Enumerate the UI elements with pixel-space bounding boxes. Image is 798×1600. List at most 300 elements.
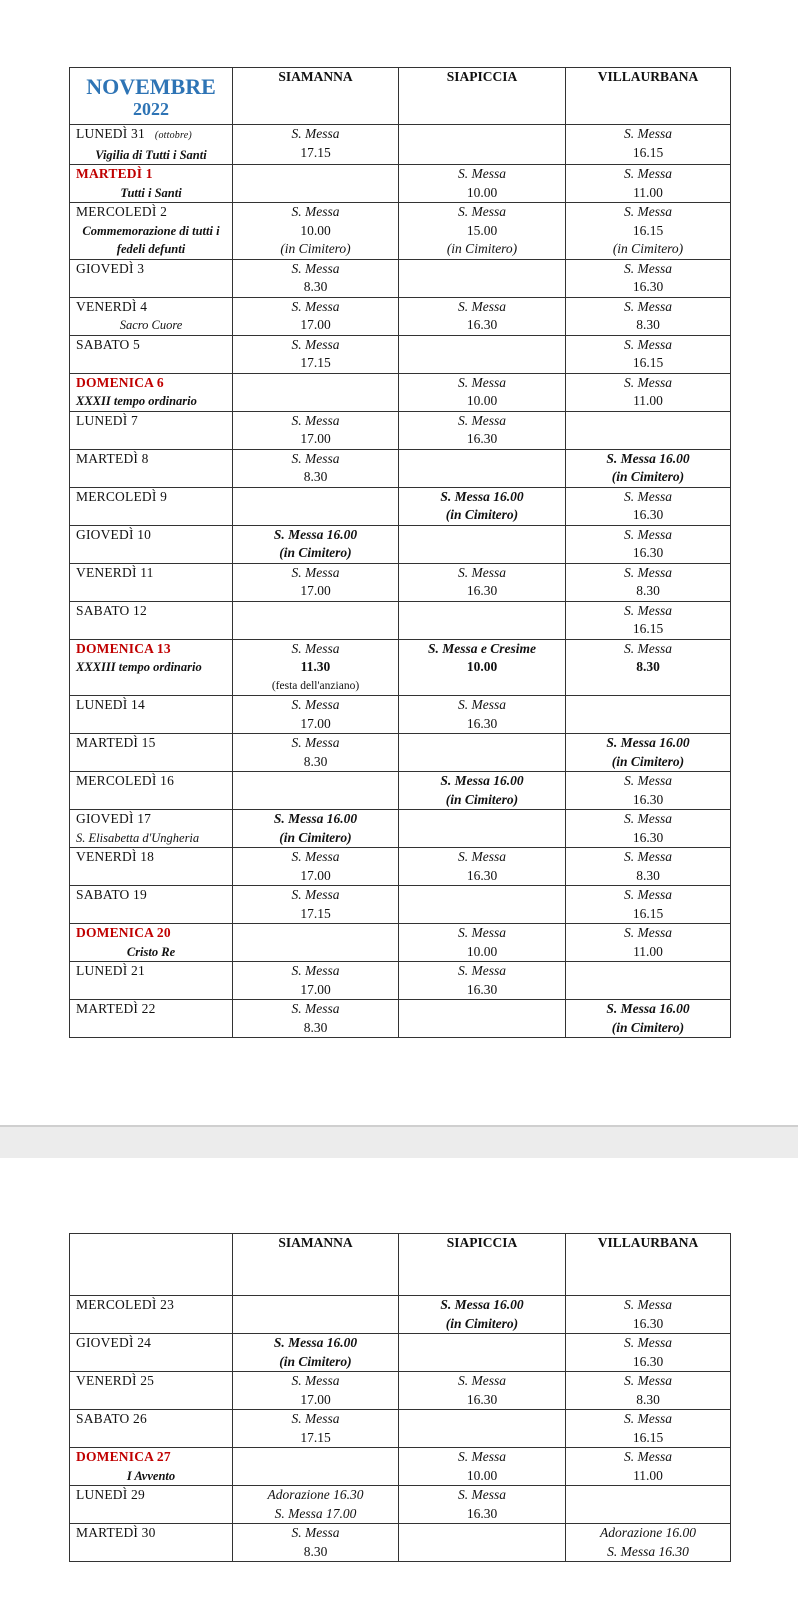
day-note: (ottobre): [154, 130, 192, 141]
column-header-siapiccia: SIAPICCIA: [399, 1234, 566, 1296]
day-label: [70, 412, 232, 431]
mass-text: S. Messa: [291, 204, 340, 219]
mass-time: 16.30: [466, 867, 498, 883]
mass-text: S. Messa: [291, 1411, 340, 1426]
day-name: SABATO 12: [76, 602, 147, 618]
siapiccia-cell: [399, 1296, 566, 1334]
mass-time: 16.30: [632, 507, 664, 522]
day-label: [70, 203, 232, 222]
day-cell: [70, 259, 233, 297]
day-cell: [70, 1000, 233, 1038]
table-row: [70, 1410, 731, 1448]
day-label: [70, 526, 232, 545]
siamanna-cell: [233, 563, 399, 601]
column-header-villaurbana: VILLAURBANA: [566, 1234, 731, 1296]
mass-text: S. Messa 16.00: [606, 450, 690, 466]
mass-text: S. Messa: [291, 963, 340, 978]
feast-label: XXXII tempo ordinario: [76, 394, 197, 408]
location-text: (in Cimitero): [612, 241, 684, 256]
siamanna-cell: [233, 203, 399, 260]
mass-text: S. Messa: [291, 336, 340, 352]
mass-text: S. Messa: [458, 925, 506, 940]
schedule-table-2: [69, 1233, 731, 1562]
siamanna-cell: [233, 886, 399, 924]
day-name: LUNEDÌ 31: [76, 126, 145, 141]
mass-time: 16.30: [632, 545, 664, 560]
siapiccia-cell: [399, 639, 566, 696]
mass-text: S. Messa 16.00: [273, 1335, 358, 1350]
villaurbana-cell: [566, 1524, 731, 1562]
siamanna-cell: [233, 373, 399, 411]
day-name: GIOVEDÌ 3: [76, 260, 145, 276]
mass-time: 17.15: [300, 1429, 331, 1445]
mass-time: 16.30: [466, 1391, 498, 1407]
mass-text: S. Messa: [458, 1487, 506, 1502]
day-label: [70, 450, 232, 469]
siapiccia-cell: [399, 734, 566, 772]
column-header-siamanna: SIAMANNA: [233, 68, 399, 125]
day-label: [70, 165, 232, 184]
mass-text: S. Messa: [291, 1001, 340, 1016]
day-name: LUNEDÌ 7: [76, 412, 138, 428]
mass-time: 16.30: [466, 715, 498, 731]
day-name: MARTEDÌ 1: [76, 166, 153, 181]
day-name: VENERDÌ 25: [76, 1373, 155, 1388]
day-cell: [70, 1486, 233, 1524]
villaurbana-cell: [566, 203, 731, 260]
siapiccia-cell: [399, 525, 566, 563]
table-row: [70, 563, 731, 601]
villaurbana-cell: [566, 297, 731, 335]
table-row: [70, 125, 731, 165]
mass-time: 17.00: [300, 431, 331, 446]
table-row: [70, 487, 731, 525]
location-text: (in Cimitero): [279, 829, 352, 845]
month-title: NOVEMBRE: [86, 74, 216, 99]
villaurbana-cell: [566, 1410, 731, 1448]
siamanna-cell: [233, 1524, 399, 1562]
mass-text: S. Messa 16.00: [440, 773, 524, 788]
mass-text: S. Messa: [624, 1335, 672, 1350]
day-name: DOMENICA 20: [76, 925, 171, 940]
day-cell: [70, 962, 233, 1000]
table-row: [70, 810, 731, 848]
day-cell: [70, 411, 233, 449]
mass-text: S. Messa: [624, 564, 672, 580]
mass-text: S. Messa: [624, 887, 672, 902]
siapiccia-cell: [399, 1486, 566, 1524]
day-cell: [70, 1372, 233, 1410]
mass-time: 8.30: [303, 1543, 328, 1559]
mass-text: S. Messa: [624, 849, 672, 864]
mass-time: 16.30: [466, 981, 498, 997]
day-cell: [70, 335, 233, 373]
day-name: DOMENICA 6: [76, 374, 164, 390]
location-text: (in Cimitero): [611, 469, 685, 484]
villaurbana-cell: [566, 848, 731, 886]
day-cell: [70, 1448, 233, 1486]
day-name: MERCOLEDÌ 23: [76, 1297, 175, 1312]
mass-text: S. Messa: [291, 564, 340, 580]
villaurbana-cell: [566, 639, 731, 696]
year-title: 2022: [133, 99, 169, 119]
villaurbana-cell: [566, 335, 731, 373]
day-cell: [70, 886, 233, 924]
table-row: [70, 1296, 731, 1334]
feast-label: Commemorazione di tutti i fedeli defunti: [82, 223, 220, 256]
siapiccia-cell: [399, 1372, 566, 1410]
page-separator: [0, 1125, 798, 1160]
day-name: SABATO 5: [76, 336, 140, 352]
mass-time: 17.00: [300, 715, 331, 731]
siamanna-cell: [233, 601, 399, 639]
schedule-body-2: [70, 1296, 731, 1562]
feast-label: Vigilia di Tutti i Santi: [95, 147, 207, 162]
villaurbana-cell: [566, 125, 731, 165]
siamanna-cell: [233, 962, 399, 1000]
villaurbana-cell: [566, 563, 731, 601]
siapiccia-cell: [399, 772, 566, 810]
siamanna-cell: [233, 924, 399, 962]
mass-text: S. Messa: [291, 260, 340, 276]
mass-time: 11.30: [300, 659, 331, 674]
siamanna-cell: [233, 848, 399, 886]
villaurbana-cell: [566, 1448, 731, 1486]
location-text: (in Cimitero): [445, 507, 519, 522]
day-label: [70, 848, 232, 867]
siamanna-cell: [233, 1410, 399, 1448]
siapiccia-cell: [399, 696, 566, 734]
day-name: VENERDÌ 18: [76, 849, 155, 864]
day-name: MERCOLEDÌ 16: [76, 773, 175, 788]
villaurbana-cell: [566, 411, 731, 449]
day-name: MARTEDÌ 8: [76, 450, 149, 466]
villaurbana-cell: [566, 886, 731, 924]
page-2: [0, 1158, 798, 1600]
day-name: VENERDÌ 4: [76, 298, 148, 314]
day-cell: [70, 297, 233, 335]
villaurbana-cell: [566, 601, 731, 639]
mass-time: 16.15: [632, 621, 664, 636]
mass-text: S. Messa 16.00: [440, 488, 524, 504]
day-label: [70, 772, 232, 791]
mass-time: 16.30: [632, 1353, 664, 1369]
siapiccia-cell: [399, 1000, 566, 1038]
schedule-body-1: [70, 125, 731, 1038]
siamanna-cell: [233, 165, 399, 203]
villaurbana-cell: [566, 1296, 731, 1334]
villaurbana-cell: [566, 165, 731, 203]
mass-time: 17.00: [300, 981, 331, 997]
feast-label: S. Elisabetta d'Ungheria: [76, 830, 200, 845]
mass-time: 16.15: [632, 1429, 664, 1445]
day-cell: [70, 1296, 233, 1334]
siapiccia-cell: [399, 449, 566, 487]
day-name: MERCOLEDÌ 9: [76, 488, 168, 504]
table-row: [70, 449, 731, 487]
mass-text: S. Messa: [624, 602, 672, 618]
siapiccia-cell: [399, 335, 566, 373]
villaurbana-cell: [566, 772, 731, 810]
feast-label: XXXIII tempo ordinario: [76, 660, 202, 674]
day-label: [70, 336, 232, 355]
table-row: [70, 259, 731, 297]
table-row: [70, 165, 731, 203]
day-label: [70, 734, 232, 753]
mass-time: 10.00: [466, 943, 498, 959]
mass-text: S. Messa: [291, 1525, 340, 1540]
day-name: GIOVEDÌ 10: [76, 526, 152, 542]
day-label: [70, 1486, 232, 1505]
villaurbana-cell: [566, 810, 731, 848]
table-row: [70, 297, 731, 335]
day-cell: [70, 449, 233, 487]
location-text: (in Cimitero): [279, 545, 352, 560]
mass-time: 10.00: [466, 1467, 498, 1483]
siamanna-cell: [233, 1296, 399, 1334]
mass-time: 16.30: [466, 431, 498, 446]
mass-text: S. Messa: [291, 640, 340, 656]
mass-time: 16.30: [632, 279, 664, 294]
mass-time: 8.30: [636, 583, 660, 598]
mass-text: S. Messa: [624, 1411, 672, 1426]
day-label: [70, 1524, 232, 1543]
day-label: [70, 260, 232, 279]
mass-text: S. Messa: [624, 336, 672, 352]
mass-text: S. Messa: [458, 166, 506, 181]
villaurbana-cell: [566, 734, 731, 772]
table-row: [70, 886, 731, 924]
day-label: [70, 602, 232, 621]
siamanna-cell: [233, 297, 399, 335]
day-label: [70, 488, 232, 507]
siamanna-cell: [233, 259, 399, 297]
siapiccia-cell: [399, 886, 566, 924]
day-cell: [70, 125, 233, 165]
siapiccia-cell: [399, 962, 566, 1000]
feast-label: Sacro Cuore: [119, 318, 183, 332]
mass-time: 10.00: [300, 222, 331, 238]
mass-text: S. Messa: [624, 1297, 672, 1312]
day-label: [70, 298, 232, 317]
mass-time: 8.30: [303, 753, 328, 769]
mass-text: S. Messa: [291, 126, 340, 141]
siapiccia-cell: [399, 165, 566, 203]
mass-text: S. Messa 16.00: [273, 526, 358, 542]
day-label: [70, 1000, 232, 1019]
day-label: [70, 1334, 232, 1353]
mass-text: S. Messa 16.00: [273, 811, 358, 826]
day-name: VENERDÌ 11: [76, 564, 154, 580]
mass-text: S. Messa e Cresime: [428, 640, 536, 656]
day-cell: [70, 563, 233, 601]
mass-text: S. Messa: [624, 1449, 672, 1464]
table-row: [70, 924, 731, 962]
mass-text: S. Messa: [624, 488, 672, 504]
siapiccia-cell: [399, 848, 566, 886]
villaurbana-cell: [566, 1486, 731, 1524]
mass-text: S. Messa: [291, 298, 340, 314]
siamanna-cell: [233, 125, 399, 165]
table-row: [70, 962, 731, 1000]
villaurbana-cell: [566, 924, 731, 962]
day-label: [70, 640, 232, 659]
siapiccia-cell: [399, 1334, 566, 1372]
location-text: (in Cimitero): [445, 1315, 519, 1331]
siapiccia-cell: [399, 563, 566, 601]
day-cell: [70, 203, 233, 260]
day-cell: [70, 487, 233, 525]
mass-text: S. Messa 16.30: [607, 1543, 689, 1559]
villaurbana-cell: [566, 962, 731, 1000]
mass-time: 16.30: [632, 791, 664, 807]
siapiccia-cell: [399, 601, 566, 639]
column-header-siamanna: SIAMANNA: [233, 1234, 399, 1296]
mass-text: S. Messa: [624, 526, 672, 542]
mass-time: 11.00: [633, 393, 663, 408]
mass-time: 8.30: [636, 1391, 660, 1407]
day-name: DOMENICA 13: [76, 640, 171, 656]
mass-time: 15.00: [466, 222, 498, 238]
siamanna-cell: [233, 1372, 399, 1410]
siapiccia-cell: [399, 924, 566, 962]
siamanna-cell: [233, 1000, 399, 1038]
siapiccia-cell: [399, 1524, 566, 1562]
villaurbana-cell: [566, 1000, 731, 1038]
mass-text: S. Messa: [291, 697, 340, 712]
mass-time: 8.30: [636, 659, 660, 674]
mass-text: S. Messa: [458, 1373, 506, 1388]
day-cell: [70, 810, 233, 848]
siamanna-cell: [233, 411, 399, 449]
siapiccia-cell: [399, 203, 566, 260]
siapiccia-cell: [399, 810, 566, 848]
day-name: MARTEDÌ 22: [76, 1001, 156, 1016]
villaurbana-cell: [566, 1334, 731, 1372]
day-name: SABATO 19: [76, 887, 147, 902]
mass-text: Adorazione 16.30: [267, 1487, 364, 1502]
mass-time: 8.30: [303, 1019, 328, 1035]
mass-text: S. Messa: [291, 1373, 340, 1388]
villaurbana-cell: [566, 1372, 731, 1410]
mass-time: 8.30: [636, 317, 660, 332]
day-cell: [70, 924, 233, 962]
day-label: [70, 125, 232, 146]
location-text: (in Cimitero): [611, 753, 685, 769]
mass-time: 17.15: [300, 144, 331, 160]
day-cell: [70, 601, 233, 639]
mass-text: Adorazione 16.00: [600, 1525, 696, 1540]
mass-text: S. Messa: [624, 811, 672, 826]
mass-text: S. Messa: [624, 204, 672, 219]
siapiccia-cell: [399, 411, 566, 449]
day-name: GIOVEDÌ 17: [76, 811, 152, 826]
mass-text: S. Messa: [458, 564, 506, 580]
mass-text: S. Messa 16.00: [606, 735, 690, 750]
table-row: [70, 696, 731, 734]
day-label: [70, 564, 232, 583]
mass-time: 17.00: [300, 867, 331, 883]
day-name: LUNEDÌ 14: [76, 697, 145, 712]
day-label: [70, 810, 232, 829]
siapiccia-cell: [399, 1410, 566, 1448]
siapiccia-cell: [399, 125, 566, 165]
table-row: [70, 1372, 731, 1410]
table-row: [70, 734, 731, 772]
mass-time: 11.00: [633, 943, 663, 959]
mass-text: S. Messa: [624, 925, 672, 940]
mass-text: S. Messa: [624, 260, 672, 276]
day-label: [70, 962, 232, 981]
mass-time: 16.15: [632, 144, 664, 160]
schedule-table-1: [69, 67, 731, 1038]
mass-time: 16.30: [632, 829, 664, 845]
mass-time: 16.30: [466, 583, 498, 598]
siamanna-cell: [233, 1486, 399, 1524]
feast-label: I Avvento: [126, 1468, 176, 1483]
mass-time: 8.30: [636, 867, 660, 883]
mass-text: S. Messa: [458, 963, 506, 978]
day-cell: [70, 772, 233, 810]
day-cell: [70, 1524, 233, 1562]
table-row: [70, 1000, 731, 1038]
day-cell: [70, 734, 233, 772]
siamanna-cell: [233, 487, 399, 525]
siapiccia-cell: [399, 297, 566, 335]
siamanna-cell: [233, 734, 399, 772]
siamanna-cell: [233, 525, 399, 563]
table-row: [70, 601, 731, 639]
villaurbana-cell: [566, 259, 731, 297]
mass-text: S. Messa: [624, 640, 672, 656]
table-row: [70, 848, 731, 886]
day-cell: [70, 525, 233, 563]
location-text: (in Cimitero): [611, 1019, 685, 1035]
day-name: SABATO 26: [76, 1411, 147, 1426]
table-row: [70, 1524, 731, 1562]
day-name: MARTEDÌ 15: [76, 735, 156, 750]
mass-text: S. Messa: [624, 166, 672, 181]
siamanna-cell: [233, 449, 399, 487]
location-text: (in Cimitero): [279, 1353, 352, 1369]
day-label: [70, 1372, 232, 1391]
event-note: (festa dell'anziano): [271, 679, 360, 692]
mass-time: 11.00: [633, 184, 663, 200]
siamanna-cell: [233, 1334, 399, 1372]
mass-text: S. Messa: [458, 204, 506, 219]
siapiccia-cell: [399, 373, 566, 411]
day-name: LUNEDÌ 29: [76, 1487, 145, 1502]
day-cell: [70, 165, 233, 203]
day-cell: [70, 639, 233, 696]
day-cell: [70, 848, 233, 886]
mass-time: 10.00: [466, 184, 498, 200]
day-label: [70, 1448, 232, 1467]
mass-text: S. Messa: [624, 298, 672, 314]
table-row: [70, 525, 731, 563]
day-label: [70, 1296, 232, 1315]
mass-time: 8.30: [303, 469, 328, 484]
day-name: LUNEDÌ 21: [76, 963, 145, 978]
table-row: [70, 1334, 731, 1372]
day-name: MARTEDÌ 30: [76, 1525, 156, 1540]
day-label: [70, 374, 232, 393]
feast-label: Tutti i Santi: [120, 185, 182, 200]
month-title-cell: [70, 68, 233, 125]
mass-time: 16.15: [632, 222, 664, 238]
mass-time: 11.00: [633, 1467, 663, 1483]
mass-time: 17.00: [300, 583, 331, 598]
